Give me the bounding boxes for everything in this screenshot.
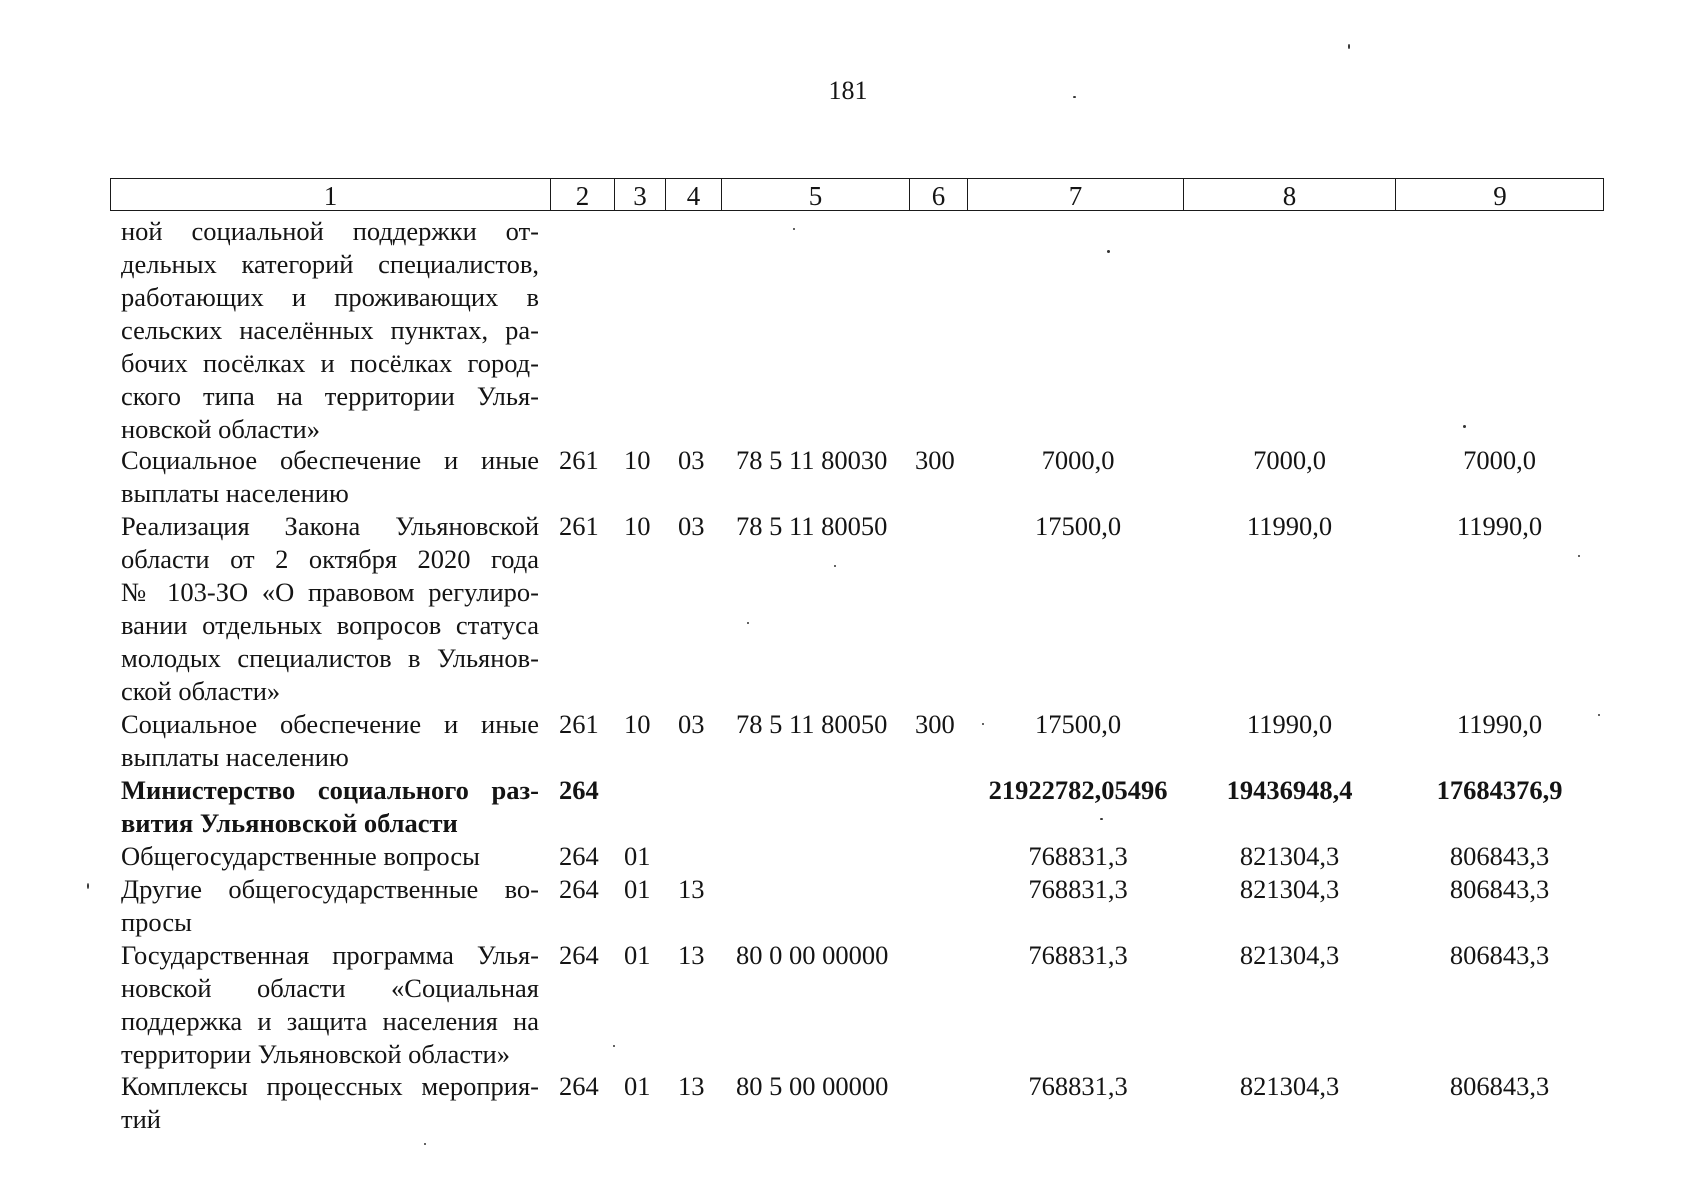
description-line: молодых специалистов в Ульянов- — [121, 643, 539, 673]
scan-speck — [1598, 714, 1600, 716]
cell-col-2: 264 — [559, 841, 599, 871]
scan-speck — [424, 1143, 426, 1145]
description-line: выплаты населению — [121, 742, 349, 772]
scan-speck — [982, 723, 984, 725]
cell-col-8: 821304,3 — [1239, 841, 1340, 871]
cell-col-7: 768831,3 — [1028, 874, 1128, 904]
row-description — [121, 1070, 539, 1136]
cell-col-2: 261 — [559, 511, 599, 541]
scan-speck — [613, 1045, 615, 1047]
cell-col-4: 03 — [678, 511, 705, 541]
description-line: ского типа на территории Улья- — [121, 381, 539, 411]
cell-col-6: 300 — [915, 445, 955, 475]
row-description — [121, 840, 539, 873]
cell-col-4: 03 — [678, 709, 705, 739]
description-line: области от 2 октября 2020 года — [121, 544, 539, 574]
cell-col-9: 806843,3 — [1449, 940, 1550, 970]
scan-speck — [1348, 44, 1350, 49]
cell-col-3: 01 — [624, 1071, 651, 1101]
cell-col-2: 264 — [559, 940, 599, 970]
row-description — [121, 708, 539, 774]
cell-col-2: 264 — [559, 874, 599, 904]
description-line: вании отдельных вопросов статуса — [121, 610, 539, 640]
cell-col-7: 7000,0 — [1041, 445, 1115, 475]
header-cell-3: 3 — [615, 179, 666, 210]
cell-col-2: 261 — [559, 445, 599, 475]
header-cell-5: 5 — [722, 179, 910, 210]
page-number: 181 — [828, 76, 868, 105]
description-line: тий — [121, 1104, 161, 1134]
row-description — [121, 510, 539, 708]
description-line: Государственная программа Улья- — [121, 940, 539, 970]
header-cell-9: 9 — [1493, 181, 1507, 211]
cell-col-2: 264 — [559, 1071, 599, 1101]
description-line: Общегосударственные вопросы — [121, 841, 480, 871]
cell-col-7: 17500,0 — [1034, 511, 1122, 541]
cell-col-8: 821304,3 — [1239, 940, 1340, 970]
cell-col-5: 80 5 00 00000 — [736, 1071, 889, 1101]
cell-col-9: 806843,3 — [1449, 874, 1550, 904]
cell-col-7: 768831,3 — [1028, 841, 1128, 871]
cell-col-7: 17500,0 — [1034, 709, 1122, 739]
scan-speck — [834, 565, 836, 567]
description-line: вития Ульяновской области — [121, 808, 458, 838]
cell-col-8: 7000,0 — [1253, 445, 1326, 475]
description-line: просы — [121, 907, 192, 937]
header-cell-1: 1 — [111, 179, 551, 210]
description-line: Реализация Закона Ульяновской — [121, 511, 539, 541]
scan-speck — [1107, 250, 1110, 253]
cell-col-5: 78 5 11 80030 — [736, 445, 888, 475]
cell-col-7: 768831,3 — [1028, 940, 1128, 970]
description-line: Социальное обеспечение и иные — [121, 445, 539, 475]
description-line: работающих и проживающих в — [121, 282, 539, 312]
cell-col-8: 19436948,4 — [1226, 775, 1353, 805]
cell-col-4: 13 — [678, 1071, 705, 1101]
cell-col-7: 21922782,05496 — [988, 775, 1168, 805]
description-line: Комплексы процессных мероприя- — [121, 1071, 539, 1101]
header-cell-4: 4 — [666, 179, 722, 210]
row-description — [121, 444, 539, 510]
cell-col-9: 806843,3 — [1449, 841, 1550, 871]
cell-col-9: 806843,3 — [1449, 1071, 1550, 1101]
cell-col-2: 264 — [559, 775, 599, 805]
header-cell-2: 2 — [551, 179, 615, 210]
header-cell-6: 6 — [910, 179, 968, 210]
description-line: Социальное обеспечение и иные — [121, 709, 539, 739]
cell-col-5: 78 5 11 80050 — [736, 709, 888, 739]
description-line: сельских населённых пунктах, ра- — [121, 315, 539, 345]
row-description — [121, 774, 539, 840]
header-cell-8: 8 — [1184, 179, 1396, 210]
description-line: бочих посёлках и посёлках город- — [121, 348, 539, 378]
description-line: дельных категорий специалистов, — [121, 249, 539, 279]
cell-col-8: 11990,0 — [1246, 709, 1333, 739]
cell-col-8: 821304,3 — [1239, 1071, 1340, 1101]
description-line: территории Ульяновской области» — [121, 1039, 510, 1069]
cell-col-9: 11990,0 — [1456, 709, 1543, 739]
scan-speck — [1578, 555, 1580, 557]
cell-col-3: 10 — [624, 445, 651, 475]
cell-col-2: 261 — [559, 709, 599, 739]
description-line: № 103-ЗО «О правовом регулиро- — [121, 577, 539, 607]
description-line: Министерство социального раз- — [121, 775, 539, 805]
description-line: выплаты населению — [121, 478, 349, 508]
cell-col-3: 01 — [624, 874, 651, 904]
cell-col-4: 13 — [678, 874, 705, 904]
description-line: новской области «Социальная — [121, 973, 539, 1003]
scan-speck — [747, 622, 749, 624]
row-description — [121, 873, 539, 939]
cell-col-5: 80 0 00 00000 — [736, 940, 889, 970]
row-description — [121, 939, 539, 1071]
scan-speck — [1463, 425, 1466, 428]
cell-col-9: 7000,0 — [1463, 445, 1536, 475]
cell-col-3: 10 — [624, 511, 651, 541]
scan-speck — [1073, 96, 1076, 98]
cell-col-4: 03 — [678, 445, 705, 475]
header-cell-7: 7 — [968, 179, 1184, 210]
description-line: поддержка и защита населения на — [121, 1006, 539, 1036]
cell-col-9: 17684376,9 — [1436, 775, 1563, 805]
cell-col-9: 11990,0 — [1456, 511, 1543, 541]
description-line: ной социальной поддержки от- — [121, 216, 539, 246]
cell-col-6: 300 — [915, 709, 955, 739]
description-line: Другие общегосударственные во- — [121, 874, 539, 904]
scan-speck — [793, 228, 795, 230]
scan-speck — [87, 883, 89, 889]
cell-col-8: 11990,0 — [1246, 511, 1333, 541]
cell-col-8: 821304,3 — [1239, 874, 1340, 904]
cell-col-5: 78 5 11 80050 — [736, 511, 888, 541]
description-line: ской области» — [121, 676, 281, 706]
row-description — [121, 215, 539, 446]
cell-col-3: 01 — [624, 940, 651, 970]
cell-col-7: 768831,3 — [1028, 1071, 1128, 1101]
scan-speck — [1100, 818, 1103, 820]
cell-col-4: 13 — [678, 940, 705, 970]
cell-col-3: 10 — [624, 709, 651, 739]
description-line: новской области» — [121, 414, 320, 444]
table-header — [110, 178, 1604, 211]
cell-col-3: 01 — [624, 841, 651, 871]
